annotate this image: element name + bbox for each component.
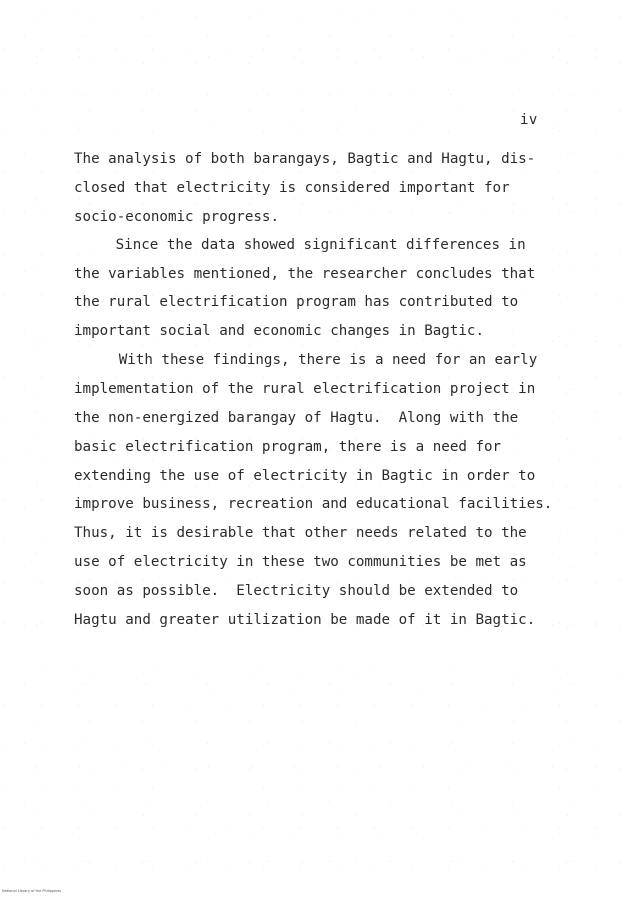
- paragraph-1-line-2: closed that electricity is considered important for: [74, 180, 510, 196]
- page-number: iv: [520, 112, 538, 128]
- paragraph-1-line-1: The analysis of both barangays, Bagtic and Hagtu, dis-: [74, 151, 536, 167]
- paragraph-3-line-6: improve business, recreation and educational facilities.: [74, 496, 553, 512]
- paragraph-3-line-2: implementation of the rural electrification project in: [74, 381, 536, 397]
- paragraph-2-line-4: important social and economic changes in Bagtic.: [74, 323, 484, 339]
- paragraph-3-line-9: soon as possible. Electricity should be extended to: [74, 583, 519, 599]
- paragraph-1-line-3: socio-economic progress.: [74, 209, 279, 225]
- paragraph-3-line-8: use of electricity in these two communities be met as: [74, 554, 527, 570]
- library-footer-mark: National Library of the Philippines: [2, 889, 62, 893]
- paragraph-3-line-4: basic electrification program, there is a need for: [74, 439, 502, 455]
- paragraph-2-line-3: the rural electrification program has contributed to: [74, 294, 519, 310]
- paragraph-2-line-2: the variables mentioned, the researcher concludes that: [74, 266, 536, 282]
- paragraph-3-line-1: With these findings, there is a need for an early: [76, 352, 538, 368]
- paragraph-3-line-7: Thus, it is desirable that other needs related to the: [74, 525, 527, 541]
- paragraph-3-line-5: extending the use of electricity in Bagtic in order to: [74, 468, 536, 484]
- paragraph-3-line-10: Hagtu and greater utilization be made of it in Bagtic.: [74, 612, 536, 628]
- paragraph-3-line-3: the non-energized barangay of Hagtu. Along with the: [74, 410, 519, 426]
- paragraph-2-line-1: Since the data showed significant differences in: [90, 237, 526, 253]
